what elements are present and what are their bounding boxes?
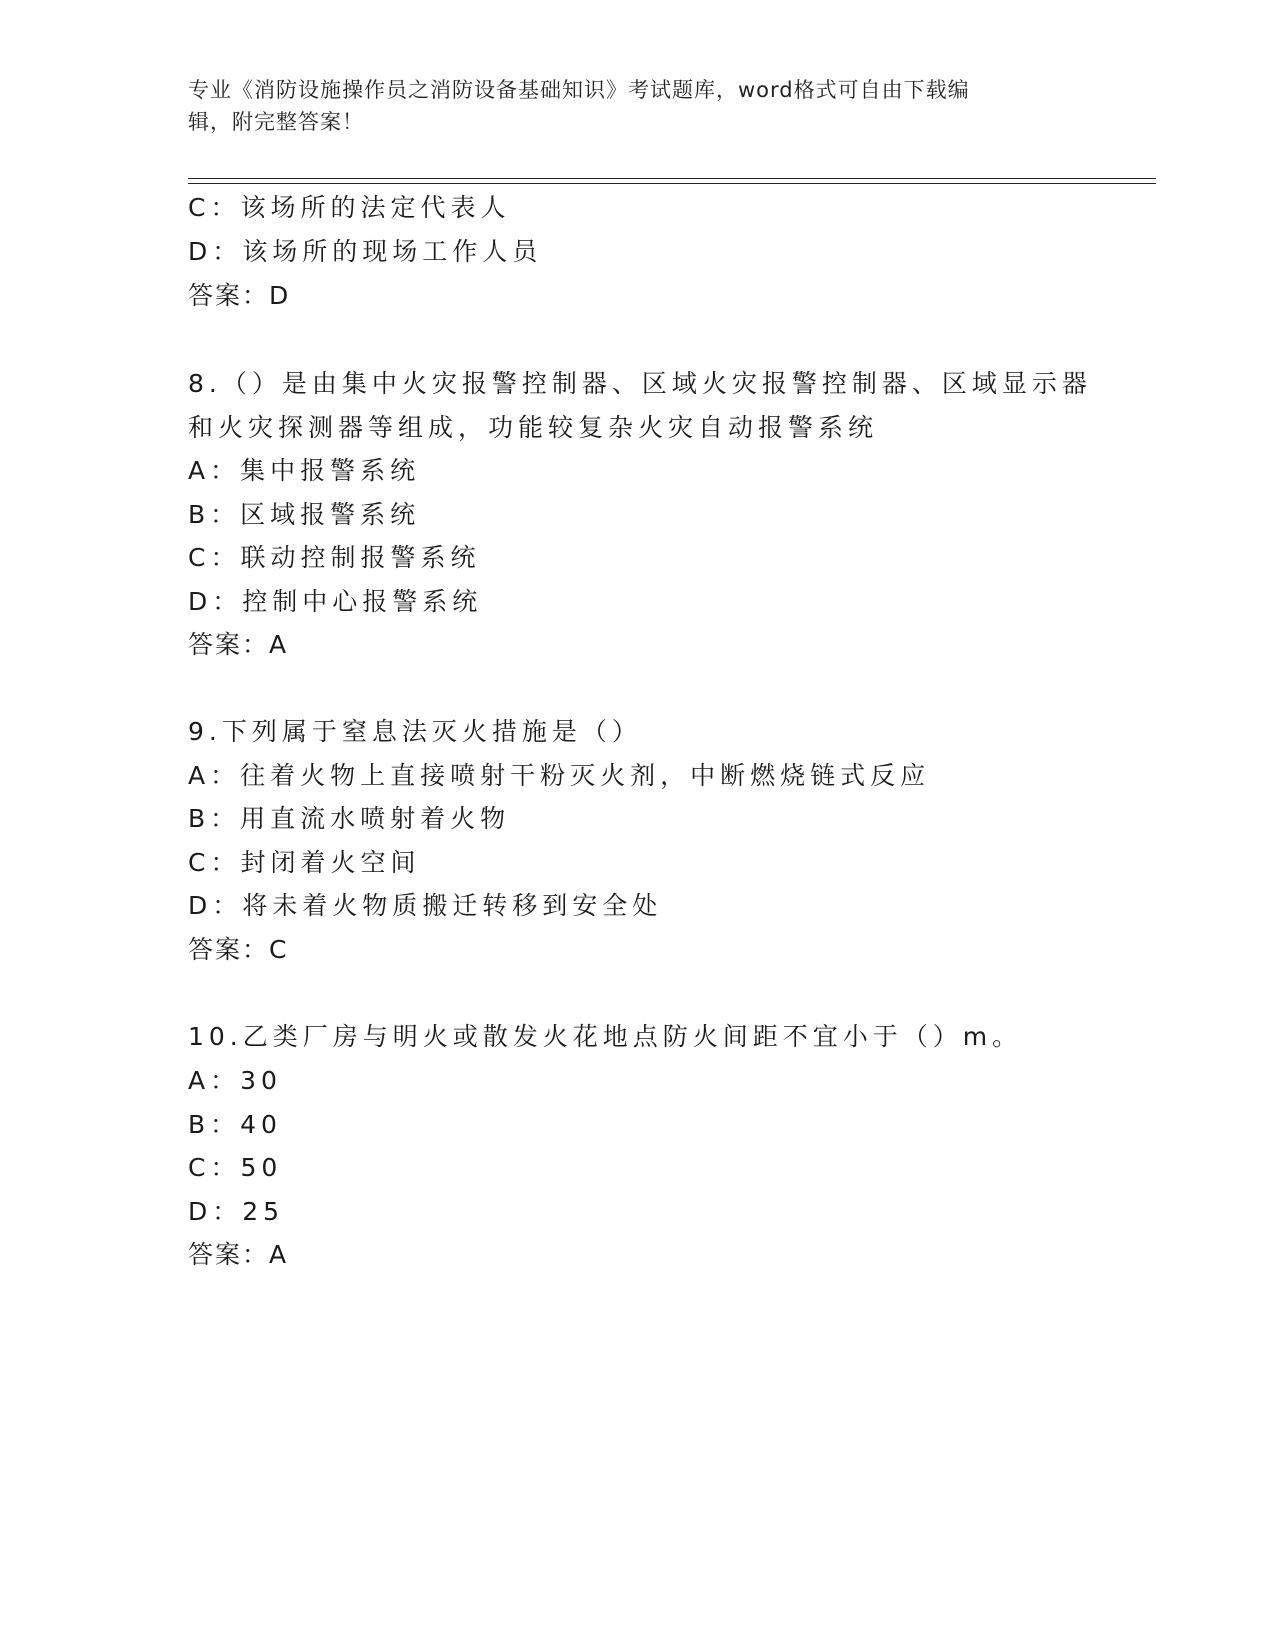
q8-option-c: C：联动控制报警系统 bbox=[188, 543, 481, 572]
document-header bbox=[188, 74, 1088, 138]
q10-option-a: A：30 bbox=[188, 1066, 282, 1095]
q8-option-d: D：控制中心报警系统 bbox=[188, 587, 483, 616]
q8-option-b: B：区域报警系统 bbox=[188, 500, 421, 529]
q7-answer: 答案：D bbox=[188, 281, 291, 310]
header-line-1: 专业《消防设施操作员之消防设备基础知识》考试题库，word格式可自由下载编 bbox=[188, 78, 970, 102]
q10-option-d: D：25 bbox=[188, 1197, 285, 1226]
q8-stem-line-2: 和火灾探测器等组成，功能较复杂火灾自动报警系统 bbox=[188, 413, 879, 442]
q9-answer: 答案：C bbox=[188, 935, 289, 964]
q9-option-d: D：将未着火物质搬迁转移到安全处 bbox=[188, 891, 663, 920]
q10-option-b: B：40 bbox=[188, 1110, 282, 1139]
q7-option-c: C：该场所的法定代表人 bbox=[188, 193, 511, 222]
q9-stem: 9.下列属于窒息法灭火措施是（） bbox=[188, 717, 642, 746]
q10-option-c: C：50 bbox=[188, 1153, 283, 1182]
q10-answer: 答案：A bbox=[188, 1240, 289, 1269]
header-divider-top bbox=[188, 178, 1156, 179]
header-line-2: 辑，附完整答案！ bbox=[188, 110, 364, 134]
q7-option-d: D：该场所的现场工作人员 bbox=[188, 237, 543, 266]
q9-option-a: A：往着火物上直接喷射干粉灭火剂，中断燃烧链式反应 bbox=[188, 761, 931, 790]
header-divider-bottom bbox=[188, 183, 1156, 184]
q8-option-a: A：集中报警系统 bbox=[188, 456, 421, 485]
q8-answer: 答案：A bbox=[188, 630, 289, 659]
q10-stem: 10.乙类厂房与明火或散发火花地点防火间距不宜小于（）m。 bbox=[188, 1022, 1023, 1051]
q9-option-b: B：用直流水喷射着火物 bbox=[188, 804, 511, 833]
q9-option-c: C：封闭着火空间 bbox=[188, 848, 421, 877]
q8-stem-line-1: 8.（）是由集中火灾报警控制器、区域火灾报警控制器、区域显示器 bbox=[188, 369, 1092, 398]
